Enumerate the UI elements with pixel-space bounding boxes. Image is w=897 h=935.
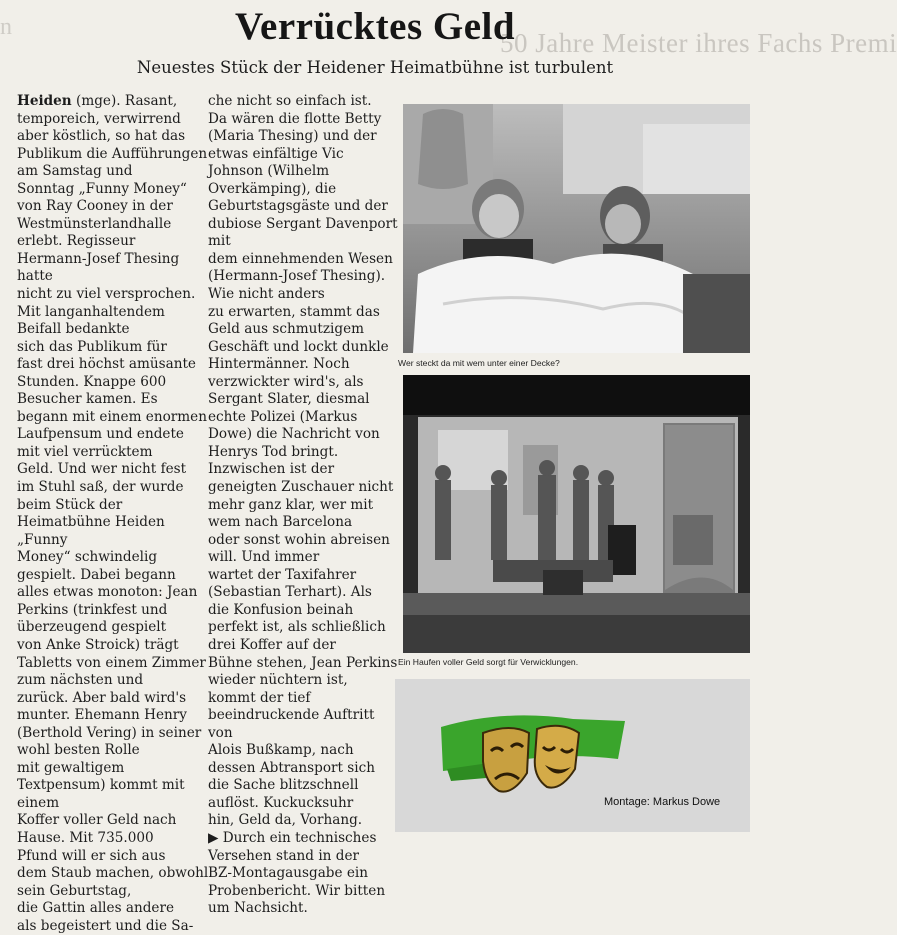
adjacent-article-bleed-right: 50 Jahre Meister ihres Fachs Premi bbox=[500, 28, 897, 58]
photo-caption-2: Ein Haufen voller Geld sorgt für Verwicklungen. bbox=[398, 657, 579, 667]
theater-masks-icon bbox=[433, 699, 633, 809]
headline: Verrücktes Geld bbox=[234, 5, 516, 48]
photo-stage-scene-image bbox=[403, 375, 750, 653]
photo-caption-1: Wer steckt da mit wem unter einer Decke? bbox=[398, 358, 560, 368]
montage-panel bbox=[395, 679, 750, 832]
article-column-1 bbox=[17, 93, 209, 935]
photo-stage-scene bbox=[403, 375, 750, 653]
montage-credit: Montage: Markus Dowe bbox=[604, 796, 721, 808]
column-1-text: (mge). Rasant, temporeich, verwirrend aber köstlich, so hat das Publikum die Aufführungen am Samstag und Sonntag „Funny Money“ von Ray Cooney in der Westmünsterlandhalle erlebt. Regisseur Hermann-Josef Thesing hatte nicht zu viel versprochen. Mit langanhaltendem Beifall bedankte sich das Publikum für fast drei höchst amüsante Stunden. Knappe 600 Besucher kamen. Es begann mit einem enormen Laufpensum und endete mit viel verrücktem Geld. Und wer nicht fest im Stuhl saß, der wurde beim Stück der Heimatbühne Heiden „Funny Money“ schwindelig gespielt. Dabei begann alles etwas monoton: Jean Perkins (trinkfest und überzeugend gespielt von Anke Stroick) trägt Tabletts von einem Zimmer zum nächsten und zurück. Aber bald wird's munter. Ehemann Henry (Berthold Vering) in seiner wohl besten Rolle mit gewaltigem Textpensum) kommt mit einem Koffer voller Geld nach Hause. Mit 735.000 Pfund will er sich aus dem Staub machen, obwohl sein Geburtstag, die Gattin alles andere als begeistert und die Sa- bbox=[17, 93, 209, 934]
photo-blanket-scene bbox=[403, 104, 750, 353]
adjacent-article-bleed-left: n bbox=[0, 14, 12, 40]
subheadline: Neuestes Stück der Heidener Heimatbühne ist turbulent bbox=[136, 58, 614, 77]
article-column-2: che nicht so einfach ist. Da wären die flotte Betty (Maria Thesing) und der etwas einfältige Vic Johnson (Wilhelm Overkämping), die Geburtstagsgäste und der dubiose Sergant Davenport mit dem einnehmenden Wesen (Hermann-Josef Thesing). Wie nicht anders zu erwarten, stammt das Geld aus schmutzigem Geschäft und lockt dunkle Hintermänner. Noch verzwickter wird's, als Sergant Slater, diesmal echte Polizei (Markus Dowe) die Nachricht von Henrys Tod bringt. Inzwischen ist der geneigten Zuschauer nicht mehr ganz klar, wer mit wem nach Barcelona oder sonst wohin abreisen will. Und immer wartet der Taxifahrer (Sebastian Terhart). Als die Konfusion beinah perfekt ist, als schließlich drei Koffer auf der Bühne stehen, Jean Perkins wieder nüchtern ist, kommt der tief beeindruckende Auftritt von Alois Bußkamp, nach dessen Abtransport sich die Sache blitzschnell auflöst. Kuckucksuhr hin, Geld da, Vorhang. ▶ Durch ein technisches Versehen stand in der BZ-Montagausgabe ein Probenbericht. Wir bitten um Nachsicht. bbox=[208, 93, 398, 917]
photo-blanket-scene-image bbox=[403, 104, 750, 353]
dateline: Heiden bbox=[17, 93, 72, 109]
